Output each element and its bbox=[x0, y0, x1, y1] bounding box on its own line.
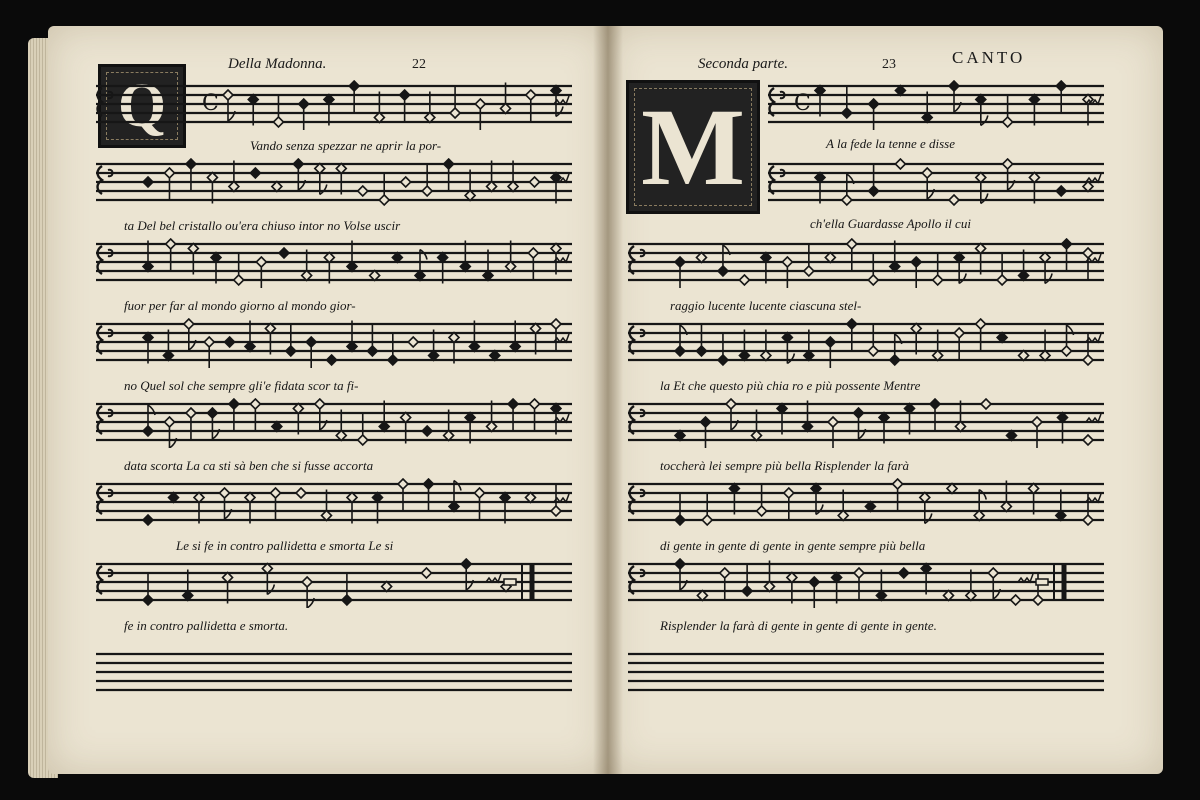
music-staff bbox=[628, 478, 1104, 528]
lyric-line: Vando senza spezzar ne aprir la por- bbox=[250, 138, 442, 153]
note-icon bbox=[757, 485, 767, 516]
note-icon bbox=[265, 324, 275, 355]
note-icon bbox=[501, 83, 511, 114]
note-icon bbox=[183, 570, 193, 601]
note-icon bbox=[324, 253, 334, 284]
note-icon bbox=[530, 177, 540, 187]
music-staff bbox=[628, 398, 1104, 448]
note-icon bbox=[1058, 413, 1068, 444]
note-icon bbox=[483, 250, 493, 281]
note-icon bbox=[245, 321, 255, 352]
note-icon bbox=[890, 334, 902, 365]
note-icon bbox=[506, 241, 516, 272]
note-icon bbox=[143, 515, 153, 525]
note-icon bbox=[869, 165, 879, 196]
note-icon bbox=[273, 96, 283, 127]
note-icon bbox=[508, 399, 518, 430]
note-icon bbox=[804, 245, 814, 276]
note-icon bbox=[675, 325, 687, 356]
voice-label: CANTO bbox=[952, 48, 1026, 67]
note-icon bbox=[194, 493, 204, 524]
note-icon bbox=[449, 481, 461, 512]
note-icon bbox=[825, 337, 835, 368]
note-icon bbox=[400, 90, 410, 121]
note-icon bbox=[315, 164, 327, 195]
note-icon bbox=[271, 488, 281, 519]
music-staff bbox=[96, 80, 572, 130]
note-icon bbox=[752, 410, 762, 441]
lyric-line: raggio lucente lucente ciascuna stel- bbox=[670, 298, 862, 313]
staff-lines bbox=[96, 484, 572, 520]
note-icon bbox=[425, 92, 435, 123]
note-icon bbox=[211, 253, 221, 284]
note-icon bbox=[1083, 435, 1093, 445]
note-icon bbox=[976, 244, 986, 275]
note-icon bbox=[1032, 417, 1042, 448]
note-icon bbox=[422, 426, 432, 436]
note-icon bbox=[379, 401, 389, 432]
note-icon bbox=[847, 319, 857, 350]
note-icon bbox=[469, 321, 479, 352]
note-icon bbox=[551, 319, 561, 350]
note-icon bbox=[842, 87, 852, 118]
lyric-line: toccherà lei sempre più bella Risplender la farà bbox=[660, 458, 909, 473]
note-icon bbox=[1056, 186, 1066, 196]
lyric-line: Le si fe in contro pallidetta e smorta Le si bbox=[176, 538, 394, 553]
note-icon bbox=[279, 248, 289, 258]
note-icon bbox=[815, 173, 825, 204]
note-icon bbox=[868, 325, 878, 356]
staff-lines bbox=[628, 244, 1104, 280]
empty-staff bbox=[628, 650, 1104, 696]
music-staff bbox=[628, 558, 1104, 608]
lyric-line: no Quel sol che sempre gli'e fidata scor ta fi- bbox=[124, 378, 359, 393]
note-icon bbox=[306, 337, 316, 368]
note-icon bbox=[868, 254, 878, 285]
note-icon bbox=[250, 168, 260, 178]
note-icon bbox=[905, 404, 915, 435]
c-clef-icon bbox=[98, 88, 113, 116]
note-icon bbox=[327, 355, 337, 365]
note-icon bbox=[815, 86, 825, 117]
note-icon bbox=[508, 161, 518, 192]
c-clef-icon bbox=[770, 88, 785, 116]
c-clef-icon bbox=[630, 246, 645, 274]
note-icon bbox=[720, 568, 730, 599]
note-icon bbox=[449, 333, 459, 364]
note-icon bbox=[223, 90, 235, 121]
book-gutter bbox=[593, 26, 623, 774]
staff-lines bbox=[96, 564, 572, 600]
note-icon bbox=[347, 241, 357, 272]
note-icon bbox=[828, 417, 838, 448]
music-staff bbox=[768, 158, 1104, 208]
note-icon bbox=[702, 494, 712, 525]
note-icon bbox=[696, 325, 706, 356]
note-icon bbox=[487, 401, 497, 432]
note-icon bbox=[949, 81, 961, 112]
note-icon bbox=[933, 330, 943, 361]
note-icon bbox=[1019, 250, 1029, 281]
note-icon bbox=[164, 417, 176, 448]
note-icon bbox=[675, 494, 685, 525]
music-staff bbox=[628, 238, 1104, 288]
c-clef-icon bbox=[98, 166, 113, 194]
note-icon bbox=[229, 399, 239, 430]
note-icon bbox=[784, 488, 794, 519]
note-icon bbox=[465, 170, 475, 201]
lyric-line: A la fede la tenne e disse bbox=[826, 136, 956, 151]
note-icon bbox=[204, 337, 214, 368]
music-staff bbox=[628, 318, 1104, 368]
note-icon bbox=[854, 568, 864, 599]
right-page-header: Seconda parte. bbox=[698, 56, 788, 72]
note-icon bbox=[893, 479, 903, 510]
note-icon bbox=[415, 250, 427, 281]
note-icon bbox=[347, 493, 357, 524]
c-clef-icon bbox=[630, 486, 645, 514]
note-icon bbox=[847, 239, 857, 270]
note-icon bbox=[526, 90, 536, 121]
note-icon bbox=[869, 99, 879, 130]
note-icon bbox=[531, 324, 541, 355]
note-icon bbox=[186, 408, 196, 439]
c-clef-icon bbox=[98, 566, 113, 594]
note-icon bbox=[675, 559, 687, 590]
custos-icon bbox=[486, 574, 501, 582]
note-icon bbox=[510, 321, 520, 352]
note-icon bbox=[854, 408, 866, 439]
note-icon bbox=[761, 253, 771, 284]
note-icon bbox=[1040, 330, 1050, 361]
note-icon bbox=[954, 253, 966, 284]
note-icon bbox=[475, 488, 485, 519]
note-icon bbox=[358, 186, 368, 196]
note-icon bbox=[1083, 248, 1093, 279]
note-icon bbox=[1062, 239, 1072, 270]
note-icon bbox=[911, 257, 921, 288]
note-icon bbox=[921, 564, 931, 595]
note-icon bbox=[444, 159, 454, 190]
note-icon bbox=[742, 565, 752, 596]
note-icon bbox=[429, 330, 439, 361]
note-icon bbox=[528, 248, 538, 279]
music-staff bbox=[768, 80, 1104, 130]
initial-ornament bbox=[634, 88, 752, 206]
note-icon bbox=[1029, 173, 1039, 204]
note-icon bbox=[718, 334, 728, 365]
note-icon bbox=[956, 401, 966, 432]
note-icon bbox=[349, 81, 359, 112]
note-icon bbox=[143, 405, 155, 436]
note-icon bbox=[460, 241, 470, 272]
note-icon bbox=[342, 574, 352, 605]
lyric-line: ch'ella Guardasse Apollo il cui bbox=[810, 216, 971, 231]
lyric-line: la Et che questo più chia ro e più possente Mentre bbox=[660, 378, 921, 393]
note-icon bbox=[163, 330, 173, 361]
note-icon bbox=[166, 239, 176, 270]
note-icon bbox=[1003, 96, 1013, 127]
note-icon bbox=[223, 573, 233, 604]
note-icon bbox=[1029, 484, 1039, 515]
note-icon bbox=[143, 241, 153, 272]
note-icon bbox=[782, 333, 794, 364]
note-icon bbox=[401, 413, 411, 444]
note-icon bbox=[262, 564, 274, 595]
note-icon bbox=[234, 254, 244, 285]
note-icon bbox=[424, 479, 434, 510]
mensuration-sign: C bbox=[794, 91, 811, 116]
note-icon bbox=[475, 99, 485, 130]
c-clef-icon bbox=[98, 486, 113, 514]
music-staff bbox=[96, 478, 572, 528]
note-icon bbox=[186, 159, 196, 190]
note-icon bbox=[922, 168, 934, 199]
note-icon bbox=[143, 333, 153, 364]
lyric-line: di gente in gente di gente in gente sempre più bella bbox=[660, 538, 926, 553]
decorated-initial-m bbox=[626, 80, 760, 214]
c-clef-icon bbox=[630, 406, 645, 434]
note-icon bbox=[1083, 95, 1093, 126]
initial-letter: Q bbox=[117, 71, 167, 140]
note-icon bbox=[465, 413, 475, 444]
lyric-line: fe in contro pallidetta e smorta. bbox=[124, 618, 289, 633]
note-icon bbox=[954, 328, 964, 359]
custos-icon bbox=[1086, 414, 1101, 422]
custos-icon bbox=[1018, 574, 1033, 582]
note-icon bbox=[729, 484, 739, 515]
music-staff bbox=[96, 158, 572, 208]
note-icon bbox=[976, 173, 988, 204]
note-icon bbox=[997, 254, 1007, 285]
note-icon bbox=[367, 325, 377, 356]
note-icon bbox=[890, 241, 900, 272]
note-icon bbox=[899, 568, 909, 578]
lyric-line: fuor per far al mondo giorno al mondo gior- bbox=[124, 298, 356, 313]
lyric-line: Risplender la farà di gente in gente di gente in gente. bbox=[660, 618, 937, 633]
note-icon bbox=[450, 87, 460, 118]
note-icon bbox=[966, 570, 976, 601]
note-icon bbox=[245, 493, 255, 524]
note-icon bbox=[777, 404, 787, 435]
note-icon bbox=[302, 577, 314, 608]
note-icon bbox=[920, 493, 932, 524]
note-icon bbox=[551, 173, 561, 204]
note-icon bbox=[398, 479, 408, 510]
note-icon bbox=[787, 573, 797, 604]
note-icon bbox=[358, 414, 368, 445]
note-icon bbox=[347, 321, 357, 352]
note-icon bbox=[1003, 159, 1015, 190]
note-icon bbox=[379, 174, 389, 205]
left-page-header: Della Madonna. bbox=[228, 56, 327, 72]
note-icon bbox=[1056, 490, 1066, 521]
note-icon bbox=[530, 399, 540, 430]
note-icon bbox=[250, 399, 260, 430]
note-icon bbox=[739, 330, 749, 361]
note-icon bbox=[718, 245, 730, 276]
note-icon bbox=[949, 195, 959, 205]
note-icon bbox=[293, 159, 305, 190]
note-icon bbox=[164, 168, 174, 199]
left-page-number: 22 bbox=[412, 57, 426, 72]
note-icon bbox=[322, 490, 332, 521]
note-icon bbox=[207, 173, 217, 204]
note-icon bbox=[1029, 95, 1039, 126]
note-icon bbox=[930, 399, 940, 430]
note-icon bbox=[143, 574, 153, 605]
note-icon bbox=[220, 488, 232, 519]
initial-letter: M bbox=[641, 85, 745, 208]
note-icon bbox=[976, 95, 988, 126]
note-icon bbox=[765, 561, 775, 592]
c-clef-icon bbox=[630, 326, 645, 354]
note-icon bbox=[229, 161, 239, 192]
note-icon bbox=[726, 399, 738, 430]
note-icon bbox=[701, 417, 711, 448]
note-icon bbox=[1040, 253, 1052, 284]
note-icon bbox=[401, 177, 411, 187]
music-staff bbox=[96, 318, 572, 368]
note-icon bbox=[803, 401, 813, 432]
note-icon bbox=[832, 573, 842, 604]
note-icon bbox=[374, 92, 384, 123]
note-icon bbox=[336, 164, 346, 195]
c-clef-icon bbox=[98, 246, 113, 274]
music-staff bbox=[96, 558, 572, 608]
note-icon bbox=[408, 337, 418, 347]
note-icon bbox=[256, 257, 266, 288]
note-icon bbox=[739, 275, 749, 285]
note-icon bbox=[248, 95, 258, 126]
note-icon bbox=[1062, 325, 1074, 356]
c-clef-icon bbox=[98, 326, 113, 354]
note-icon bbox=[296, 488, 306, 498]
note-icon bbox=[1001, 481, 1011, 512]
mensuration-sign: C bbox=[202, 91, 219, 116]
lyric-line: ta Del bel cristallo ou'era chiuso intor no Volse uscir bbox=[124, 218, 401, 233]
c-clef-icon bbox=[98, 406, 113, 434]
note-icon bbox=[302, 250, 312, 281]
note-icon bbox=[207, 408, 219, 439]
note-icon bbox=[388, 334, 398, 365]
note-icon bbox=[143, 177, 153, 187]
music-staff bbox=[96, 398, 572, 448]
note-icon bbox=[911, 324, 921, 355]
note-icon bbox=[976, 319, 986, 350]
note-icon bbox=[422, 165, 432, 196]
note-icon bbox=[1011, 595, 1021, 605]
c-clef-icon bbox=[630, 566, 645, 594]
note-icon bbox=[761, 330, 771, 361]
note-icon bbox=[782, 257, 792, 288]
note-icon bbox=[184, 319, 196, 350]
note-icon bbox=[438, 253, 448, 284]
note-icon bbox=[879, 413, 889, 444]
note-icon bbox=[876, 570, 886, 601]
note-icon bbox=[933, 254, 943, 285]
note-icon bbox=[500, 493, 510, 524]
note-icon bbox=[299, 99, 309, 130]
note-icon bbox=[1056, 81, 1066, 112]
note-icon bbox=[188, 244, 198, 275]
music-staff bbox=[96, 238, 572, 288]
note-icon bbox=[336, 410, 346, 441]
note-icon bbox=[324, 95, 334, 126]
note-icon bbox=[809, 577, 819, 608]
note-icon bbox=[981, 399, 991, 409]
c-clef-icon bbox=[770, 166, 785, 194]
note-icon bbox=[811, 484, 823, 515]
note-icon bbox=[286, 325, 296, 356]
note-icon bbox=[461, 559, 473, 590]
note-icon bbox=[487, 161, 497, 192]
note-icon bbox=[421, 568, 431, 578]
note-icon bbox=[988, 568, 1000, 599]
note-icon bbox=[373, 493, 383, 524]
empty-staff bbox=[96, 650, 572, 696]
note-icon bbox=[895, 159, 905, 169]
note-icon bbox=[804, 330, 814, 361]
note-icon bbox=[444, 410, 454, 441]
right-page-number: 23 bbox=[882, 57, 896, 72]
lyric-line: data scorta La ca sti sà ben che si fusse accorta bbox=[124, 458, 374, 473]
staff-lines bbox=[96, 86, 572, 122]
note-icon bbox=[293, 404, 303, 435]
note-icon bbox=[675, 257, 685, 288]
staff-lines bbox=[96, 244, 572, 280]
note-icon bbox=[842, 174, 854, 205]
note-icon bbox=[922, 92, 932, 123]
note-icon bbox=[974, 490, 986, 521]
note-icon bbox=[838, 490, 848, 521]
note-icon bbox=[225, 337, 235, 347]
note-icon bbox=[315, 399, 327, 430]
